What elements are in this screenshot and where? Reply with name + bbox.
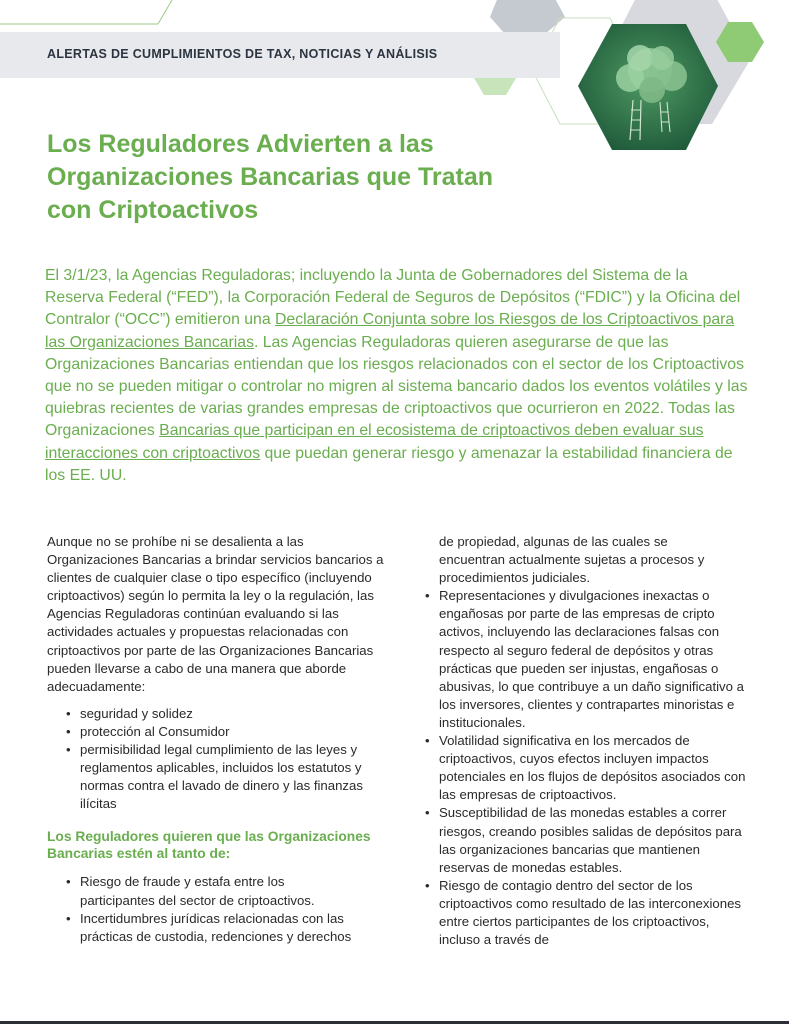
- intro-text: El 3/1/23, la Agencias Reguladoras; incluyendo la Junta de Gobernadores del Sistema de la Reserva Federal (“FED”), la Corporación Federal de Seguros de Depósitos (“FDIC”) y la Oficina del Contralor (“OCC”) emitieron una: [45, 267, 741, 329]
- list-item: • Representaciones y divulgaciones inexactas o engañosas por parte de las empresas de cripto activos, incluyendo las declaraciones falsas con respecto al seguro federal de depósitos y otras prácticas que pueden ser injustas, engañosas o abusivas, lo que contribuye a un daño significativo a los inversores, clientes y contrapartes minoristas e institucionales.: [423, 587, 753, 732]
- left-column: [47, 533, 387, 946]
- page-title: [47, 128, 607, 227]
- right-column: [423, 533, 753, 949]
- list-item: • permisibilidad legal cumplimiento de las leyes y reglamentos aplicables, incluidos los estatutos y normas contra el lavado de dinero y las finanzas ilícitas: [47, 741, 387, 813]
- list-item: • Incertidumbres jurídicas relacionadas con las prácticas de custodia, redenciones y derechos: [47, 910, 387, 946]
- banking-evaluation-link[interactable]: Bancarias que participan en el ecosistema de criptoactivos deben evaluar sus interacciones con criptoactivos: [45, 422, 704, 462]
- title-line: con Criptoactivos: [47, 196, 259, 224]
- list-item: • Susceptibilidad de las monedas estables a correr riesgos, creando posibles salidas de depósitos para las organizaciones bancarias que mantienen reservas de monedas estables.: [423, 804, 753, 876]
- section-subheading: Los Reguladores quieren que las Organizaciones Bancarias estén al tanto de:: [47, 829, 371, 862]
- intro-text: que puedan generar riesgo y amenazar la estabilidad financiera de los EE. UU.: [45, 444, 733, 484]
- intro-paragraph: [45, 265, 750, 487]
- risk-list-continued: [423, 587, 753, 949]
- concerns-list: [47, 705, 387, 814]
- intro-text: . Las Agencias Reguladoras quieren asegurarse de que las Organizaciones Bancarias entiendan que los riesgos relacionados con el sector de los Criptoactivos que no se pueden mitigar o controlar no migren al sistema bancario dados los eventos volátiles y las quiebras recientes de varias grandes empresas de criptoactivos que ocurrieron en 2022. Todas las Organizaciones: [45, 333, 748, 440]
- list-item: • Volatilidad significativa en los mercados de criptoactivos, cuyos efectos incluyen impactos potenciales en los flujos de depósitos asociados con las empresas de criptoactivos.: [423, 732, 753, 804]
- risk-list: [47, 873, 387, 945]
- title-line: Organizaciones Bancarias que Tratan: [47, 163, 493, 191]
- list-item: • Riesgo de fraude y estafa entre los participantes del sector de criptoactivos.: [47, 873, 387, 909]
- decor-line: [158, 0, 172, 24]
- header-label: ALERTAS DE CUMPLIMIENTOS DE TAX, NOTICIAS Y ANÁLISIS: [47, 47, 438, 61]
- list-item: • Riesgo de contagio dentro del sector de los criptoactivos como resultado de las interconexiones entre ciertos participantes de los criptoactivos, incluso a través de: [423, 877, 753, 949]
- joint-statement-link[interactable]: Declaración Conjunta sobre los Riesgos de los Criptoactivos para las Organizaciones Bancarias: [45, 311, 735, 351]
- title-line: Los Reguladores Advierten a las: [47, 130, 434, 158]
- list-item: • seguridad y solidez: [47, 705, 387, 723]
- continuation-text: de propiedad, algunas de las cuales se encuentran actualmente sujetas a procesos y procedimientos judiciales.: [439, 534, 705, 586]
- list-item: • protección al Consumidor: [47, 723, 387, 741]
- body-paragraph: Aunque no se prohíbe ni se desalienta a las Organizaciones Bancarias a brindar servicios bancarios a clientes de cualquier clase o tipo específico (incluyendo criptoactivos) según lo permita la ley o la regulación, las Agencias Reguladoras continúan evaluando si las actividades actuales y propuestas relacionadas con criptoactivos por parte de las Organizaciones Bancarias pueden llevarse a cabo de una manera que aborde adecuadamente:: [47, 534, 384, 694]
